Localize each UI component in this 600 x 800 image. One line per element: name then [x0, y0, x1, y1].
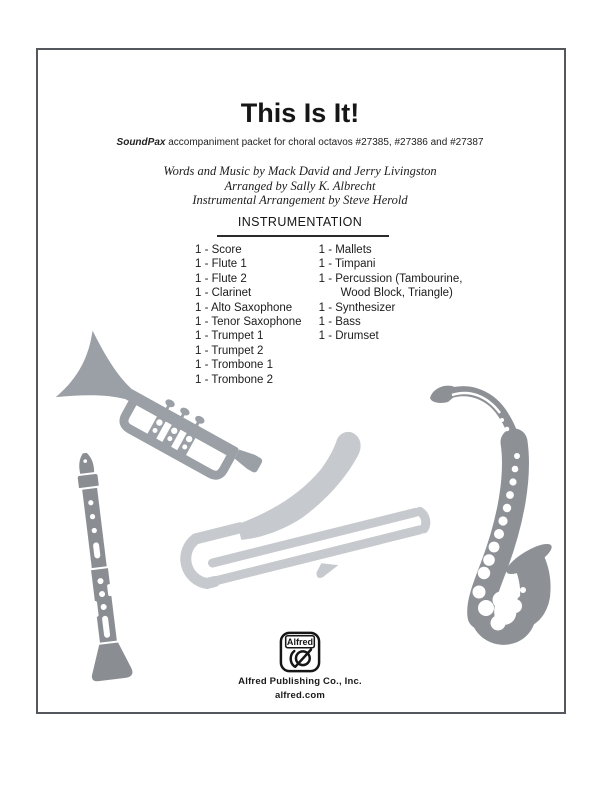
- credits: [0, 164, 600, 208]
- instrumentation-list: [195, 243, 485, 387]
- instrumentation-item: 1 - Clarinet: [195, 287, 252, 300]
- alfred-logo-icon: [279, 630, 321, 674]
- subtitle: [0, 136, 600, 149]
- instrumentation-item: 1 - Trombone 2: [195, 373, 273, 386]
- subtitle-text: accompaniment packet for choral octavos #27385, #27386 and #27387: [165, 137, 484, 148]
- soundpax-brand: SoundPax: [116, 137, 166, 148]
- instrumentation-item: 1 - Bass: [318, 316, 361, 329]
- instrumentation-item: 1 - Trumpet 2: [195, 344, 264, 357]
- instrumentation-item: 1 - Synthesizer: [318, 301, 396, 314]
- instrumentation-item: 1 - Mallets: [318, 244, 372, 256]
- instrumentation-item: 1 - Trombone 1: [195, 359, 273, 372]
- instrumentation-item: 1 - Alto Saxophone: [195, 301, 293, 314]
- instrumentation-item: 1 - Flute 1: [195, 258, 247, 271]
- alfred-logo-label: Alfred: [286, 637, 314, 648]
- publisher-name: Alfred Publishing Co., Inc.: [238, 676, 362, 687]
- instrumentation-left-column: [195, 243, 319, 387]
- instrumentation-item: 1 - Timpani: [318, 258, 376, 271]
- page-title: This Is It!: [240, 98, 360, 128]
- instrumentation-rule: [217, 235, 389, 237]
- instrumentation-item: Wood Block, Triangle): [340, 287, 453, 300]
- instrumentation-item: 1 - Flute 2: [195, 272, 247, 285]
- instrumentation-item: 1 - Tenor Saxophone: [195, 316, 302, 329]
- instrumentation-heading: INSTRUMENTATION: [237, 215, 363, 229]
- instrumentation-item: 1 - Score: [195, 244, 242, 256]
- publisher-website: alfred.com: [274, 690, 326, 701]
- credit-instrumental-arranger: Instrumental Arrangement by Steve Herold: [192, 193, 408, 207]
- instrumentation-item: 1 - Percussion (Tambourine,: [318, 272, 463, 285]
- instrumentation-item: 1 - Drumset: [318, 330, 379, 343]
- instrumentation-item: 1 - Trumpet 1: [195, 330, 264, 343]
- instrumentation-right-column: [319, 243, 485, 387]
- credit-arranger: Arranged by Sally K. Albrecht: [224, 178, 376, 193]
- credit-words-music: Words and Music by Mack David and Jerry Livingston: [163, 164, 437, 178]
